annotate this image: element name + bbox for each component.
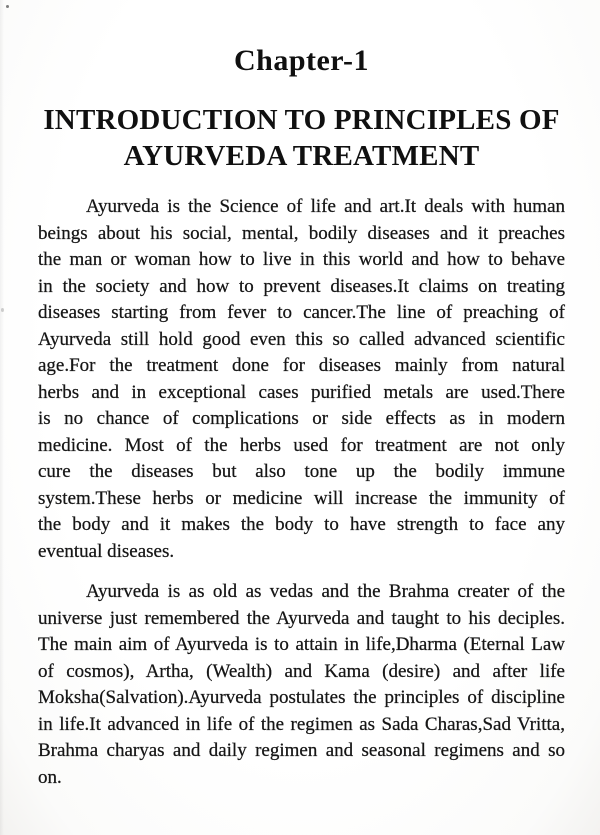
text-line: herbs and in exceptional cases purified metals are used.There xyxy=(38,381,565,403)
text-line: diseases starting from fever to cancer.The line of preaching of xyxy=(38,302,565,323)
text-line: is no chance of complications or side effects as in modern xyxy=(38,408,565,429)
text-line: on. xyxy=(38,766,62,788)
text-line: Brahma charyas and daily regimen and seasonal regimens and so xyxy=(38,740,565,761)
text-line: beings about his social, mental, bodily diseases and it preaches xyxy=(38,222,565,244)
text-line: Ayurveda is as old as vedas and the Brahma creater of the xyxy=(86,581,565,602)
scan-speck xyxy=(6,5,9,8)
chapter-label: Chapter-1 xyxy=(233,44,370,77)
text-line: Ayurveda is the Science of life and art.It deals with human xyxy=(86,196,565,217)
text-line: the man or woman how to live in this world and how to behave xyxy=(38,249,565,270)
text-line: of cosmos), Artha, (Wealth) and Kama (desire) and after life xyxy=(38,660,565,682)
paragraph xyxy=(38,194,565,565)
text-line: medicine. Most of the herbs used for treatment are not only xyxy=(38,434,565,456)
body-text xyxy=(38,194,565,791)
text-line: cure the diseases but also tone up the bodily immune xyxy=(38,461,565,482)
text-line: age.For the treatment done for diseases mainly from natural xyxy=(38,355,565,376)
text-line: eventual diseases. xyxy=(38,540,175,562)
text-line: Moksha(Salvation).Ayurveda postulates the principles of discipline xyxy=(38,687,565,708)
text-line: the body and it makes the body to have strength to face any xyxy=(38,514,565,535)
text-line: Ayurveda still hold good even this so called advanced scientific xyxy=(38,328,565,350)
text-line: system.These herbs or medicine will increase the immunity of xyxy=(38,487,565,509)
text-line: in the society and how to prevent diseases.It claims on treating xyxy=(38,275,565,297)
scan-speck xyxy=(1,308,4,312)
paragraph xyxy=(38,579,565,791)
text-line: universe just remembered the Ayurveda and taught to his deciples. xyxy=(38,607,565,629)
text-line: in life.It advanced in life of the regimen as Sada Charas,Sad Vritta, xyxy=(38,713,565,735)
text-line: The main aim of Ayurveda is to attain in life,Dharma (Eternal Law xyxy=(38,634,565,655)
page-title: INTRODUCTION TO PRINCIPLES OF AYURVEDA TREATMENT xyxy=(43,104,560,172)
